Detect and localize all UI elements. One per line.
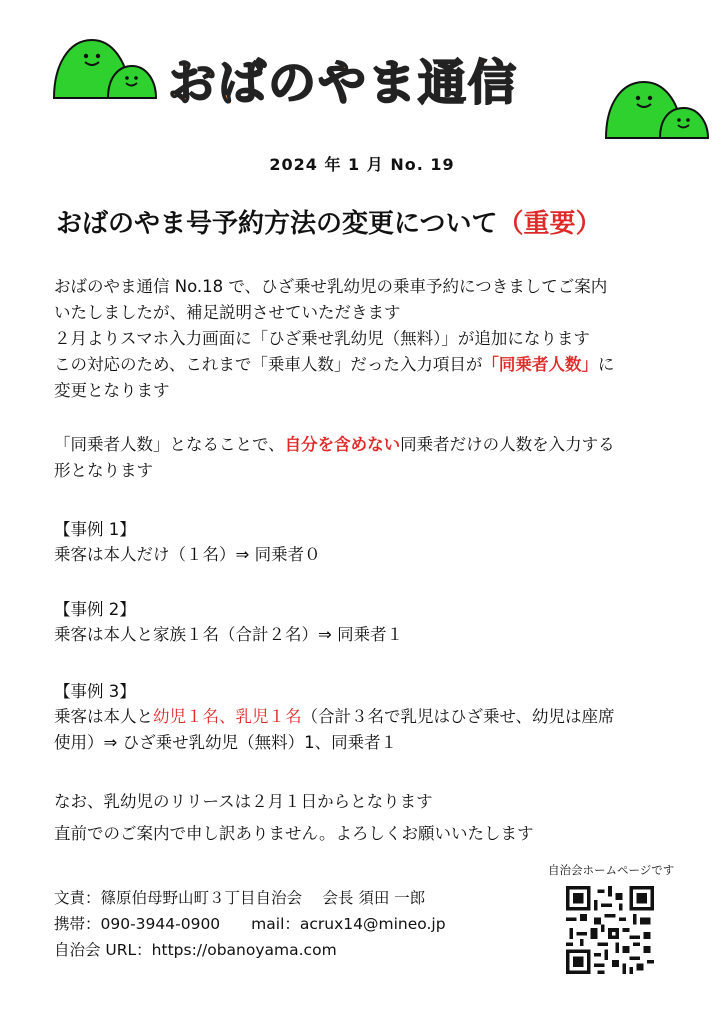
release-note: なお、乳幼児のリリースは２月１日からとなります [54, 792, 433, 811]
case-1-title: 【事例 1】 [54, 520, 136, 539]
intro-line: ２月よりスマホ入力画面に「ひざ乗せ乳幼児（無料）」が追加になります [54, 329, 590, 348]
intro-line: おばのやま通信 No.18 で、ひざ乗せ乳幼児の乗車予約につきましてご案内 [54, 277, 608, 296]
issue-date-number: 2024 年 1 月 No. 19 [269, 155, 455, 174]
case-text: 乗客は本人と [54, 707, 153, 726]
footer-contact: 携帯：090-3944-0900 mail：acrux14@mineo.jp [54, 915, 446, 933]
explain-line [54, 432, 694, 458]
explanation-paragraph [54, 432, 694, 484]
intro-line: いたしましたが、補足説明させていただきます [54, 303, 401, 322]
qr-caption: 自治会ホームページです [548, 863, 675, 877]
intro-line [54, 352, 694, 378]
footer-responsible: 文責：篠原伯母野山町３丁目自治会 会長 須田 一郎 [54, 889, 426, 907]
explain-text: 同乗者だけの人数を入力する [400, 435, 615, 454]
important-badge: （重要） [497, 209, 602, 239]
headline-text: おばのやま号予約方法の変更について [56, 209, 498, 239]
intro-text: この対応のため、これまで「乗車人数」だった入力項目が [54, 355, 483, 374]
intro-text: に [597, 355, 615, 374]
highlight-text: 自分を含めない [284, 435, 401, 454]
newsletter-title: おばのやま通信 [168, 55, 519, 111]
green-hill-mascot-left-icon [52, 38, 160, 100]
apology-note: 直前でのご案内で申し訳ありません。よろしくお願いいたします [54, 824, 534, 843]
case-2-body: 乗客は本人と家族１名（合計２名）⇒ 同乗者１ [54, 625, 404, 644]
explain-text: 「同乗者人数」となることで、 [54, 435, 285, 454]
intro-line: 変更となります [54, 381, 170, 400]
case-2-title: 【事例 2】 [54, 600, 136, 619]
case-3-title: 【事例 3】 [54, 682, 136, 701]
green-hill-mascot-right-icon [604, 76, 710, 140]
case-text: （合計３名で乳児はひざ乗せ、幼児は座席 [301, 707, 615, 726]
explain-line: 形となります [54, 461, 153, 480]
intro-paragraph [54, 274, 694, 404]
case-3-line [54, 704, 694, 730]
article-headline [56, 203, 602, 240]
case-3-body [54, 704, 694, 756]
case-3-line: 使用）⇒ ひざ乗せ乳幼児（無料）1、同乗者１ [54, 733, 398, 752]
case-1-body: 乗客は本人だけ（１名）⇒ 同乗者０ [54, 545, 321, 564]
qr-code-icon[interactable] [566, 886, 654, 974]
highlight-text: 「同乗者人数」 [482, 355, 598, 374]
highlight-text: 幼児１名、乳児１名 [153, 707, 302, 726]
footer-url: 自治会 URL：https://obanoyama.com [54, 941, 337, 959]
